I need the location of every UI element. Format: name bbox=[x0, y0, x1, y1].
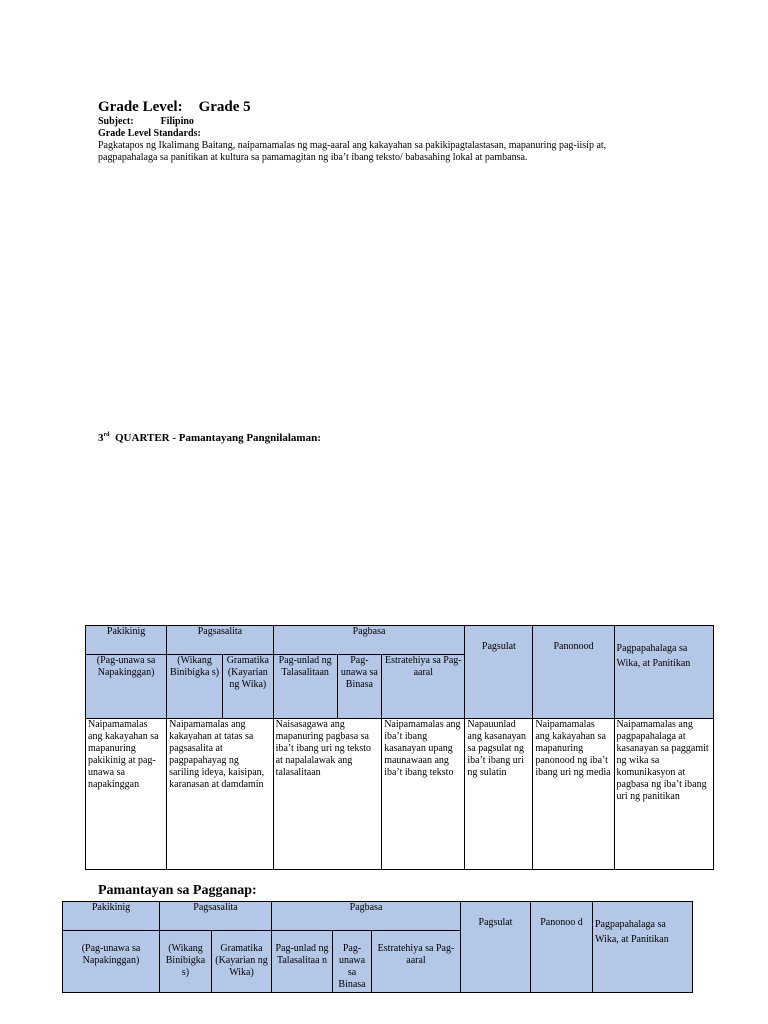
cell-pakikinig: Naipamamalas ang kakayahan sa mapanuring pakikinig at pag- unawa sa napakinggan bbox=[86, 719, 167, 870]
cell-pagbasa-b: Naipamamalas ang iba’t ibang kasanayan upang maunawaan ang iba’t ibang teksto bbox=[382, 719, 465, 870]
header-pagbasa: Pagbasa bbox=[272, 902, 461, 931]
header-pakikinig: Pakikinig bbox=[86, 626, 167, 655]
performance-standards-title: Pamantayan sa Pagganap: bbox=[98, 883, 257, 898]
cell-panonood: Naipamamalas ang kakayahan sa mapanuring panonood ng iba’t ibang uri ng media bbox=[533, 719, 614, 870]
subheader-estratehiya: Estratehiya sa Pag-aaral bbox=[382, 655, 465, 719]
subheader-pag-unlad: Pag-unlad ng Talasalitaan bbox=[273, 655, 337, 719]
quarter-number: 3 bbox=[98, 432, 104, 444]
subheader-pag-unawa-binasa: Pag-unawa sa Binasa bbox=[333, 931, 372, 993]
subheader-wikang-binibigkas: (Wikang Binibigka s) bbox=[160, 931, 212, 993]
standards-text-line-1: Pagkatapos ng Ikalimang Baitang, naipamamalas ng mag-aaral ang kakayahan sa pakikipagtalastasan, mapanuring pag-iisip at, bbox=[98, 140, 607, 151]
performance-standards-table bbox=[62, 901, 693, 993]
subject-value: Filipino bbox=[160, 116, 194, 127]
subject-label: Subject: bbox=[98, 116, 134, 127]
cell-pagbasa-a: Naisasagawa ang mapanuring pagbasa sa iba’t ibang uri ng teksto at napalalawak ang talasalitaan bbox=[273, 719, 382, 870]
header-panonood: Panonoo d bbox=[531, 902, 593, 993]
header-pagsulat: Pagsulat bbox=[461, 902, 531, 993]
subheader-pag-unawa-binasa: Pag-unawa sa Binasa bbox=[337, 655, 382, 719]
standards-text-line-2: pagpapahalaga sa panitikan at kultura sa pamamagitan ng iba’t ibang teksto/ babasahing lokal at pambansa. bbox=[98, 152, 528, 163]
grade-level-label: Grade Level: bbox=[98, 99, 183, 115]
cell-pagsasalita: Naipamamalas ang kakayahan at tatas sa pagsasalita at pagpapahayag ng sariling ideya, kaisipan, karanasan at damdamin bbox=[167, 719, 274, 870]
header-pagpapahalaga: Pagpapahalaga sa Wika, at Panitikan bbox=[614, 626, 713, 719]
subheader-gramatika: Gramatika (Kayarian ng Wika) bbox=[222, 655, 273, 719]
subheader-pag-unawa: (Pag-unawa sa Napakinggan) bbox=[86, 655, 167, 719]
quarter-title bbox=[98, 432, 321, 444]
document-header bbox=[98, 98, 698, 164]
standards-label: Grade Level Standards: bbox=[98, 128, 201, 139]
header-pagpapahalaga: Pagpapahalaga sa Wika, at Panitikan bbox=[593, 902, 693, 993]
header-panonood: Panonood bbox=[533, 626, 614, 719]
quarter-title-text: QUARTER - Pamantayang Pangnilalaman: bbox=[115, 432, 321, 444]
subheader-wikang-binibigkas: (Wikang Binibigka s) bbox=[167, 655, 223, 719]
quarter-ordinal-suffix: rd bbox=[103, 432, 110, 438]
content-standards-table bbox=[85, 625, 714, 870]
grade-level-line bbox=[98, 98, 698, 116]
header-pagsulat: Pagsulat bbox=[465, 626, 533, 719]
cell-pagsulat: Napauunlad ang kasanayan sa pagsulat ng iba’t ibang uri ng sulatin bbox=[465, 719, 533, 870]
header-pagbasa: Pagbasa bbox=[273, 626, 465, 655]
cell-pagpapahalaga: Naipamamalas ang pagpapahalaga at kasanayan sa paggamit ng wika sa komunikasyon at pagbasa ng iba’t ibang uri ng panitikan bbox=[614, 719, 713, 870]
subheader-pag-unawa: (Pag-unawa sa Napakinggan) bbox=[63, 931, 160, 993]
header-pagsasalita: Pagsasalita bbox=[167, 626, 274, 655]
subheader-gramatika: Gramatika (Kayarian ng Wika) bbox=[212, 931, 272, 993]
subheader-estratehiya: Estratehiya sa Pag-aaral bbox=[372, 931, 461, 993]
header-pakikinig: Pakikinig bbox=[63, 902, 160, 931]
header-pagsasalita: Pagsasalita bbox=[160, 902, 272, 931]
subheader-pag-unlad: Pag-unlad ng Talasalitaa n bbox=[272, 931, 333, 993]
subject-line bbox=[98, 116, 698, 128]
grade-level-value: Grade 5 bbox=[198, 99, 251, 115]
